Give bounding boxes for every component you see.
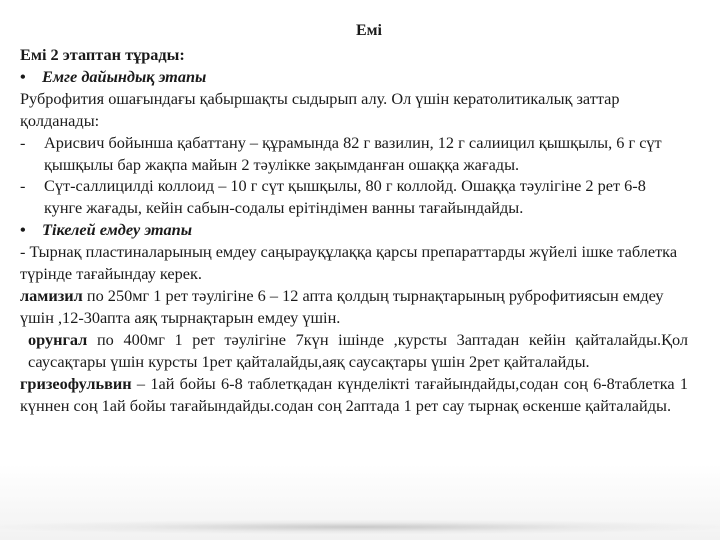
bullet-icon: • bbox=[20, 220, 26, 240]
treatment-heading: Емі 2 этаптан тұрады: bbox=[20, 45, 185, 64]
lamisil-drug-name: ламизил bbox=[20, 285, 83, 305]
dash-item bbox=[20, 175, 688, 219]
lamisil-dosage-text: по 250мг 1 рет тәулігіне 6 – 12 апта қолдың тырнақтарының руброфитиясын емдеу үшін ,12-30апта аяқ тырнақтарын емдеу үшін. bbox=[20, 285, 664, 327]
dash-item-text: Арисвич бойынша қабаттану – құрамында 82 г вазилин, 12 г салиицил қышқылы, 6 г сүт қышқылы бар жақпа майын 2 тәулікке зақымданған ошаққа жағады. bbox=[44, 132, 662, 174]
dash-item bbox=[20, 132, 688, 176]
dash-icon: - bbox=[20, 176, 26, 196]
stage-1-intro: Руброфития ошағындағы қабыршақты сыдырып алу. Ол үшін кератолитикалық заттар қолданады: bbox=[20, 88, 620, 130]
stage-2-bullet bbox=[20, 219, 688, 241]
griseofulvin-dosage-text: – 1ай бойы 6-8 таблетқадан күнделікті тағайындайды,содан соң 6-8таблетка 1 күннен соң 1ай бойы тағайындайды.содан соң 2аптада 1 рет сау тырнақ өскенше қайталайды. bbox=[20, 373, 688, 415]
slide-title: Емі bbox=[355, 22, 382, 39]
dash-item-text: Сүт-саллицилді коллоид – 10 г сүт қышқылы, 80 г коллойд. Ошаққа тәулігіне 2 рет 6-8 кунге жағады, кейін сабын-содалы ерітіндімен ванны тағайындайды. bbox=[44, 176, 646, 218]
stage-1-label: Емге дайындық этапы bbox=[42, 66, 207, 86]
stage-1-bullet bbox=[20, 66, 688, 88]
bullet-icon: • bbox=[20, 66, 26, 86]
stage-2-label: Тікелей емдеу этапы bbox=[42, 220, 193, 240]
lamisil-paragraph bbox=[20, 285, 688, 329]
griseofulvin-paragraph bbox=[20, 373, 688, 417]
orungal-dosage-text: по 400мг 1 рет тәулігіне 7күн ішінде ,курсты 3аптадан кейін қайталайды.Қол саусақтары үшін курсты 1рет қайталайды,аяқ саусақтары үшін 2рет қайталайды. bbox=[28, 329, 688, 371]
bottom-shadow-divider bbox=[0, 520, 720, 534]
slide-body bbox=[20, 44, 688, 416]
stage-2-intro: - Тырнақ пластиналарының емдеу саңырауқұлаққа қарсы препараттарды жүйелі ішке таблетка түрінде тағайындау керек. bbox=[20, 242, 678, 284]
orungal-paragraph bbox=[20, 329, 688, 373]
dash-icon: - bbox=[20, 132, 26, 152]
griseofulvin-drug-name: гризеофульвин bbox=[20, 373, 132, 393]
orungal-drug-name: орунгал bbox=[28, 329, 88, 349]
